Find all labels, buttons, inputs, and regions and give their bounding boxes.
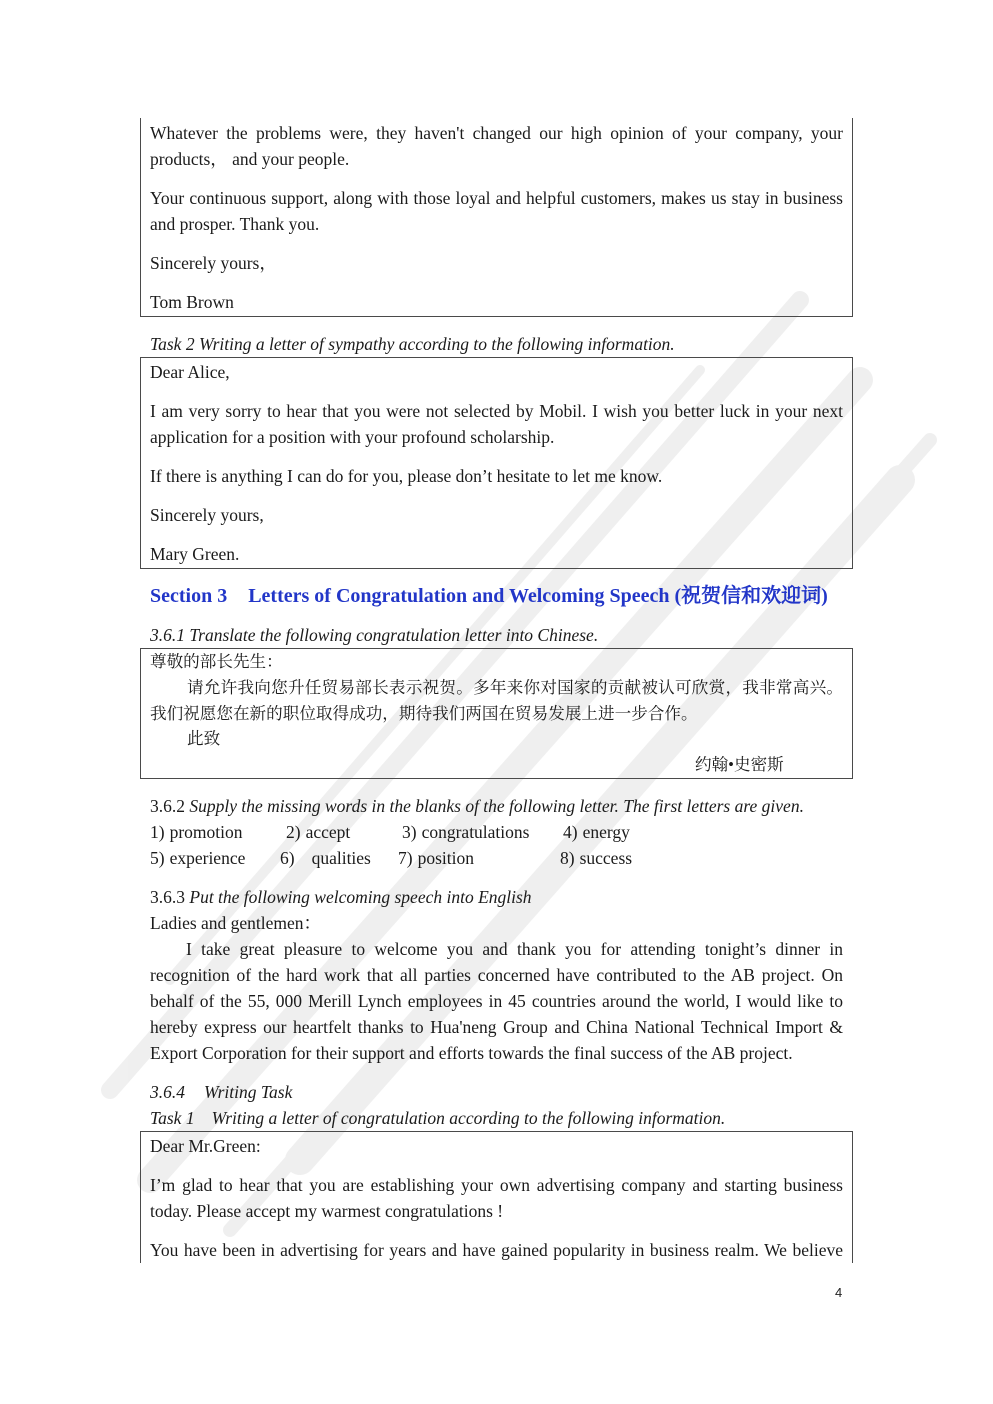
letter-signature: 约翰•史密斯	[695, 755, 784, 775]
letter-salutation: Dear Alice,	[150, 362, 230, 382]
task1-label	[150, 1105, 725, 1131]
speech-body: I take great pleasure to welcome you and thank you for attending tonight’s dinner in recognition of the hard work that all parties concerned have contributed to the AB project. On behalf of the 55, 000 Merill Lynch employees in 45 countries around the world, I would like to hereby express our heartfelt thanks to Hua'neng Group and China National Technical Import & Export Corporation for their support and efforts towards the final success of the AB project.	[150, 939, 843, 1063]
task-instruction: Writing a letter of congratulation according to the following information.	[211, 1108, 726, 1128]
answer-item	[563, 819, 630, 845]
answer-item	[560, 845, 632, 871]
exercise-3-6-1-label: 3.6.1 Translate the following congratulation letter into Chinese.	[150, 625, 599, 645]
answer-number: 3)	[402, 822, 417, 842]
letter-salutation: Dear Mr.Green:	[150, 1136, 261, 1156]
answer-item	[150, 845, 245, 871]
answer-number: 6)	[280, 848, 295, 868]
answer-item	[286, 819, 350, 845]
answer-number: 8)	[560, 848, 575, 868]
answer-word: experience	[169, 848, 246, 868]
exercise-instruction: Supply the missing words in the blanks of the following letter. The first letters are given.	[189, 796, 804, 816]
letter-closing: 此致	[187, 729, 221, 749]
section-number: Section 3	[150, 585, 228, 607]
chinese-letter-box	[140, 648, 853, 779]
section-heading	[150, 581, 828, 611]
answer-word: qualities	[311, 848, 371, 868]
speech-salutation: Ladies and gentlemen：	[150, 913, 322, 933]
exercise-title: Writing Task	[204, 1082, 293, 1102]
answer-number: 7)	[398, 848, 413, 868]
congratulation-letter-box	[140, 1131, 853, 1263]
answer-item	[398, 845, 474, 871]
exercise-3-6-3-label	[150, 884, 532, 910]
letter-closing: Sincerely yours,	[150, 505, 264, 525]
letter-paragraph: Your continuous support, along with those loyal and helpful customers, makes us stay in business and prosper. Thank you.	[150, 188, 843, 234]
answer-item	[402, 819, 529, 845]
exercise-number: 3.6.4	[150, 1082, 185, 1102]
letter-paragraph: If there is anything I can do for you, please don’t hesitate to let me know.	[150, 466, 663, 486]
answer-item	[150, 819, 243, 845]
letter-continued-box	[140, 118, 853, 317]
sympathy-letter-box	[140, 357, 853, 569]
answer-word: accept	[305, 822, 351, 842]
answer-number: 5)	[150, 848, 165, 868]
task-number: Task 1	[150, 1108, 195, 1128]
answer-item	[280, 845, 371, 871]
exercise-number: 3.6.3	[150, 887, 185, 907]
letter-paragraph: I am very sorry to hear that you were not selected by Mobil. I wish you better luck in your next application for a position with your profound scholarship.	[150, 401, 843, 447]
exercise-3-6-4-label	[150, 1079, 292, 1105]
page-number: 4	[835, 1285, 843, 1300]
answer-word: energy	[582, 822, 630, 842]
letter-paragraph: Whatever the problems were, they haven't changed our high opinion of your company, your products， and your people.	[150, 123, 843, 169]
letter-body: 请允许我向您升任贸易部长表示祝贺。多年来你对国家的贡献被认可欣赏，我非常高兴。我们祝愿您在新的职位取得成功，期待我们两国在贸易发展上进一步合作。	[150, 677, 843, 723]
letter-signature: Tom Brown	[150, 292, 234, 312]
answer-word: success	[579, 848, 633, 868]
exercise-number: 3.6.2	[150, 796, 185, 816]
answer-word: position	[417, 848, 474, 868]
letter-closing: Sincerely yours，	[150, 253, 277, 273]
section-title: Letters of Congratulation and Welcoming Speech (祝贺信和欢迎词)	[248, 585, 828, 607]
letter-salutation: 尊敬的部长先生：	[150, 652, 283, 671]
exercise-3-6-2-label	[150, 793, 804, 819]
answer-number: 1)	[150, 822, 165, 842]
letter-paragraph: You have been in advertising for years and have gained popularity in business realm. We believe	[150, 1240, 843, 1260]
letter-signature: Mary Green.	[150, 544, 240, 564]
answer-number: 4)	[563, 822, 578, 842]
answer-number: 2)	[286, 822, 301, 842]
answer-word: congratulations	[421, 822, 530, 842]
task2-label: Task 2 Writing a letter of sympathy according to the following information.	[150, 334, 675, 354]
answer-word: promotion	[169, 822, 243, 842]
exercise-instruction: Put the following welcoming speech into English	[189, 887, 532, 907]
letter-paragraph: I’m glad to hear that you are establishing your own advertising company and starting business today. Please accept my warmest congratulations !	[150, 1175, 843, 1221]
